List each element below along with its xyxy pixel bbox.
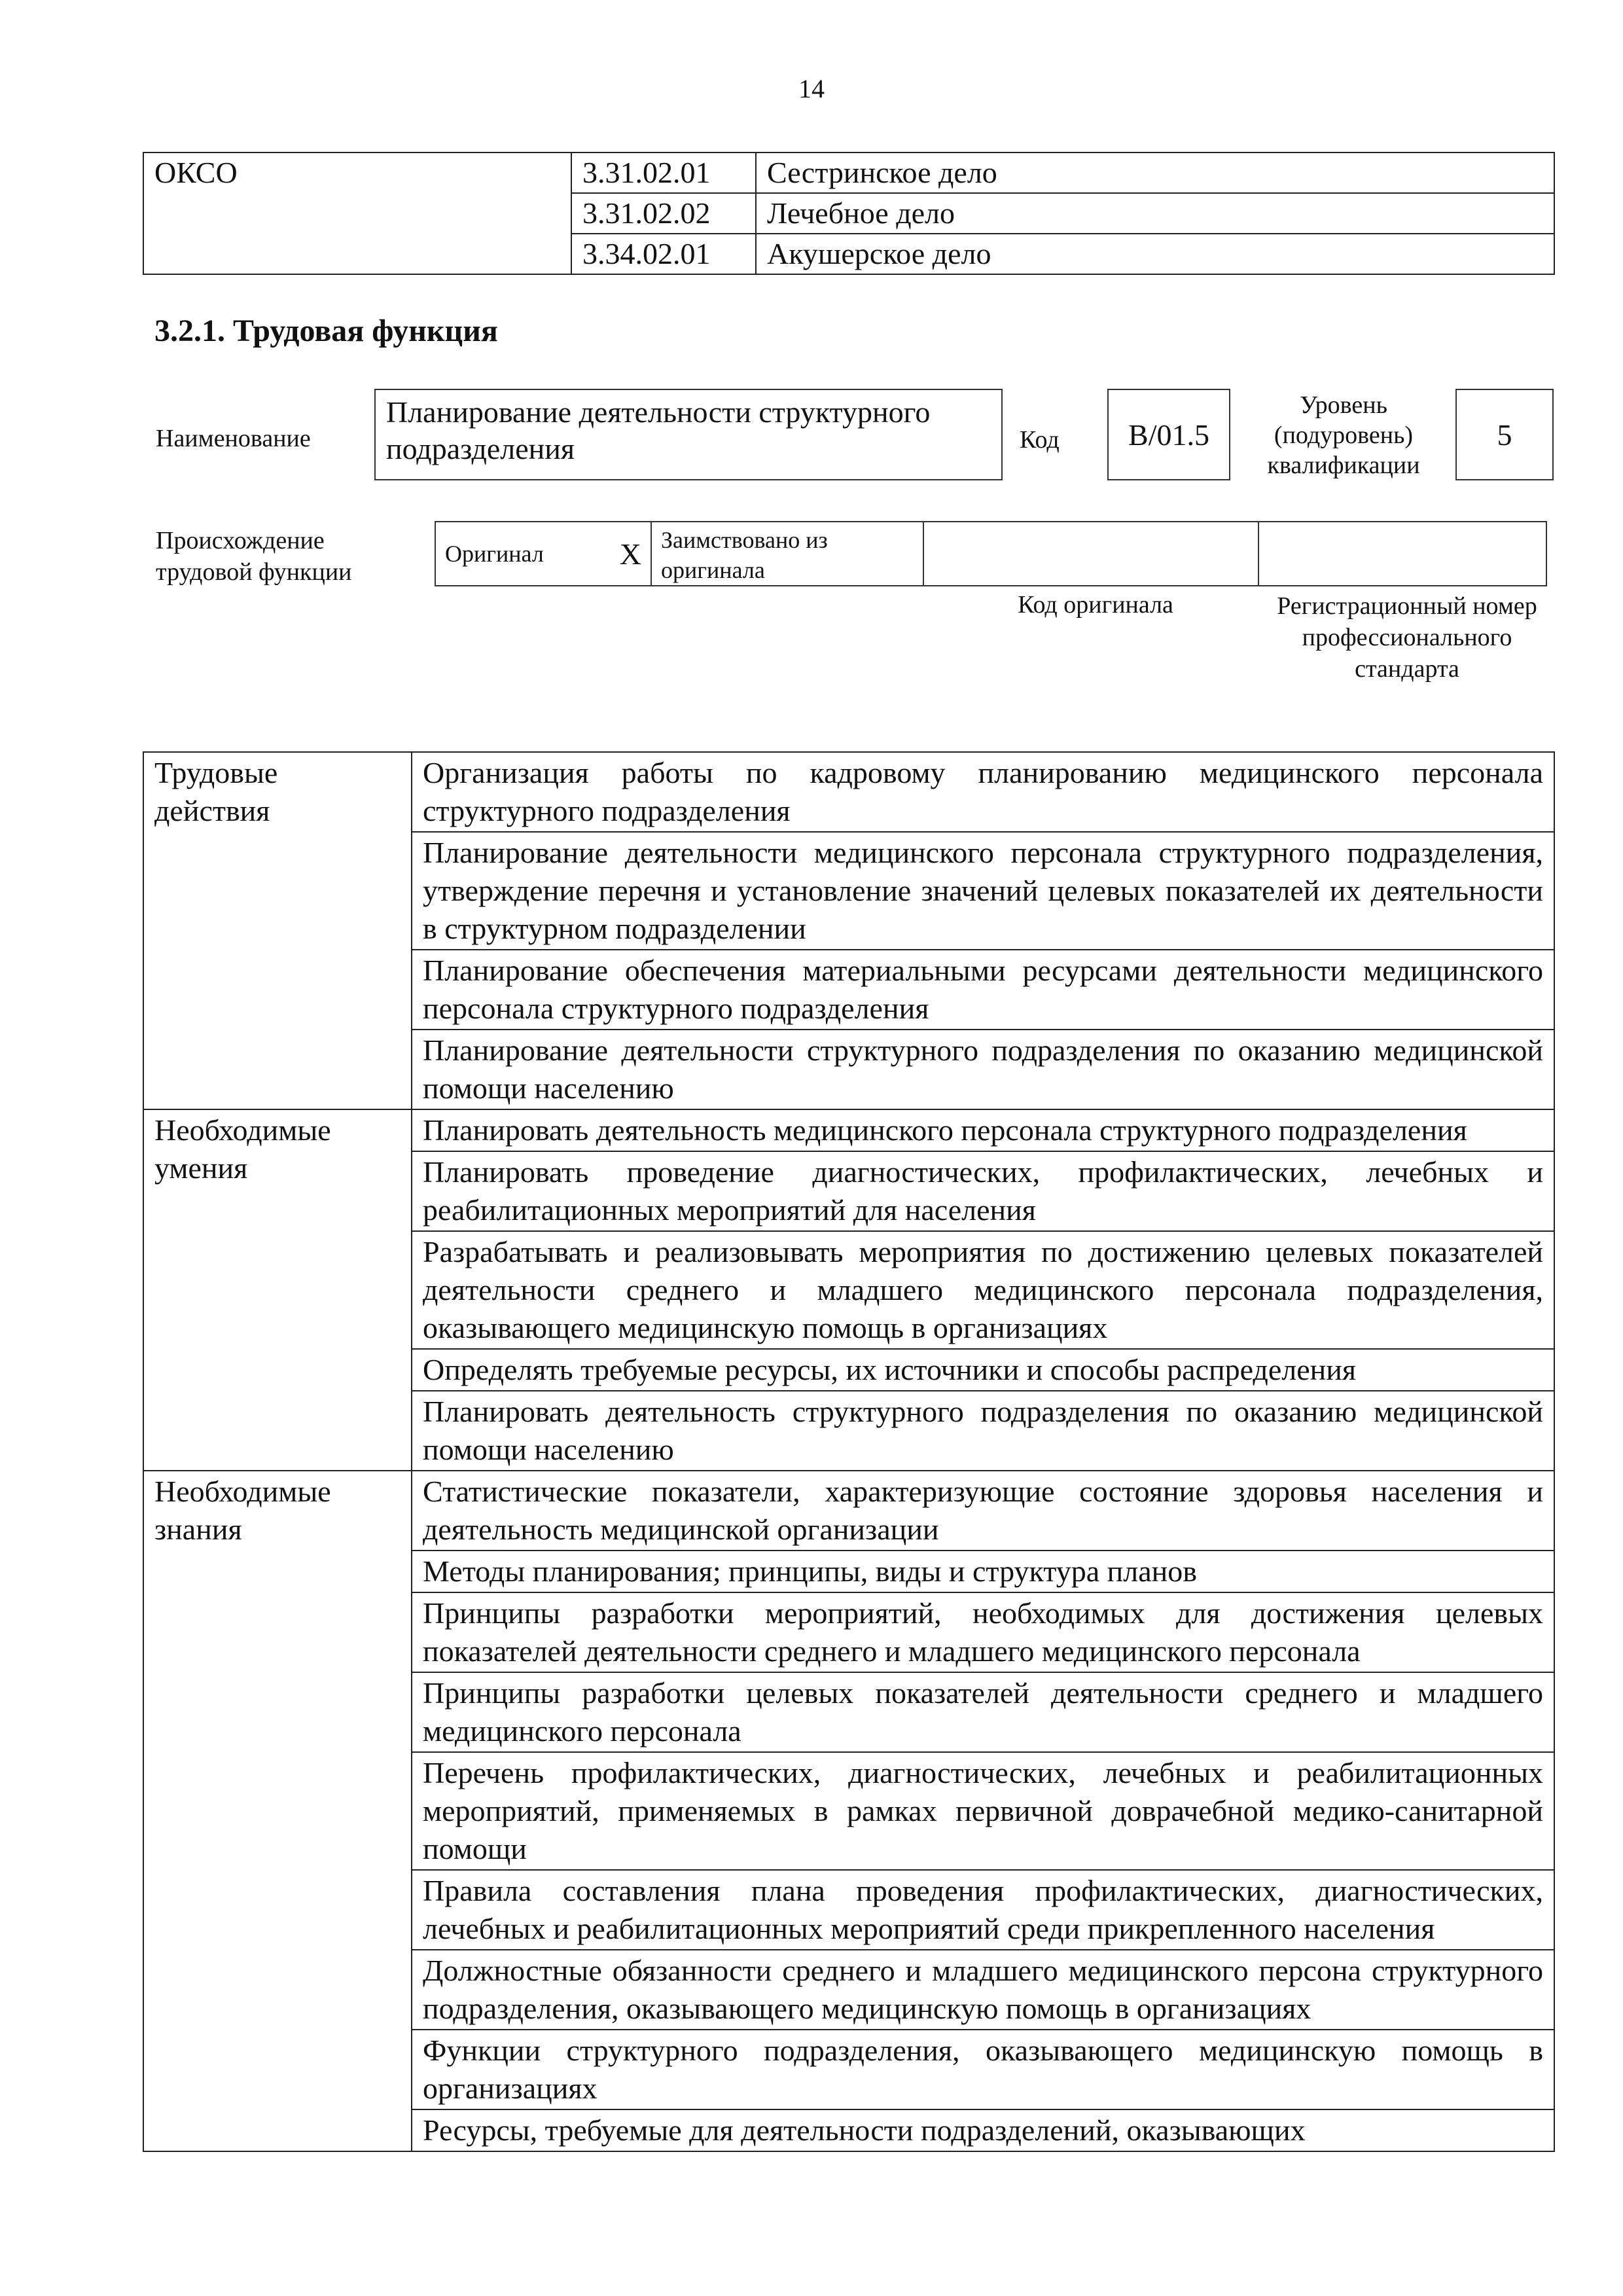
section-item: Планирование деятельности структурного подразделения по оказанию медицинской помощи населению — [412, 1030, 1554, 1109]
function-name-box: Планирование деятельности структурного подразделения — [374, 389, 1003, 480]
reg-number-cell — [1258, 522, 1546, 586]
table-row — [143, 1471, 1554, 1551]
competency-table-body — [143, 752, 1554, 2151]
section-item: Планирование деятельности медицинского персонала структурного подразделения, утверждение перечня и установление значений целевых показателей их деятельности в структурном подразделении — [412, 832, 1554, 950]
section-item: Планировать деятельность медицинского персонала структурного подразделения — [412, 1109, 1554, 1151]
table-row — [435, 522, 1546, 586]
okso-name: Лечебное дело — [756, 193, 1554, 234]
section-item: Принципы разработки мероприятий, необходимых для достижения целевых показателей деятельности среднего и младшего медицинского персонала — [412, 1592, 1554, 1672]
table-row — [143, 152, 1554, 193]
section-item: Функции структурного подразделения, оказывающего медицинскую помощь в организациях — [412, 2030, 1554, 2109]
original-cell — [435, 522, 651, 586]
section-item: Правила составления плана проведения профилактических, диагностических, лечебных и реабилитационных мероприятий среди прикрепленного населения — [412, 1870, 1554, 1950]
code-label: Код — [1020, 426, 1060, 454]
original-mark: X — [619, 537, 641, 571]
okso-table — [143, 152, 1555, 275]
reg-number-label: Регистрационный номер профессионального стандарта — [1277, 592, 1537, 683]
okso-name: Сестринское дело — [756, 152, 1554, 193]
section-title: Необходимые умения — [143, 1109, 412, 1471]
code-value-box: B/01.5 — [1107, 389, 1230, 480]
page-number: 14 — [798, 74, 825, 103]
origin-table — [435, 521, 1547, 586]
section-item: Организация работы по кадровому планированию медицинского персонала структурного подразделения — [412, 752, 1554, 832]
section-item: Принципы разработки целевых показателей деятельности среднего и младшего медицинского персонала — [412, 1672, 1554, 1752]
section-item: Планирование обеспечения материальными ресурсами деятельности медицинского персонала структурного подразделения — [412, 950, 1554, 1030]
section-item: Планировать деятельность структурного подразделения по оказанию медицинской помощи населению — [412, 1391, 1554, 1471]
section-item: Ресурсы, требуемые для деятельности подразделений, оказывающих — [412, 2109, 1554, 2151]
section-title: Необходимые знания — [143, 1471, 412, 2151]
okso-label: ОКСО — [143, 152, 571, 274]
section-item: Методы планирования; принципы, виды и структура планов — [412, 1551, 1554, 1592]
okso-code: 3.31.02.02 — [571, 193, 756, 234]
table-row — [143, 752, 1554, 832]
section-item: Статистические показатели, характеризующие состояние здоровья населения и деятельность медицинской организации — [412, 1471, 1554, 1551]
section-item: Разрабатывать и реализовывать мероприятия по достижению целевых показателей деятельности среднего и младшего медицинского персонала подразделения, оказывающего медицинскую помощь в организациях — [412, 1231, 1554, 1349]
borrowed-cell: Заимствовано из оригинала — [651, 522, 923, 586]
name-label: Наименование — [156, 425, 311, 452]
competency-table — [143, 751, 1555, 2152]
okso-code: 3.31.02.01 — [571, 152, 756, 193]
original-label: Оригинал — [445, 541, 544, 567]
section-title: Трудовые действия — [143, 752, 412, 1109]
section-item: Определять требуемые ресурсы, их источники и способы распределения — [412, 1349, 1554, 1391]
level-value-box: 5 — [1455, 389, 1554, 480]
level-label: Уровень (подуровень) квалификации — [1267, 391, 1420, 479]
section-item: Планировать проведение диагностических, профилактических, лечебных и реабилитационных мероприятий для населения — [412, 1151, 1554, 1231]
code-original-label: Код оригинала — [1018, 591, 1173, 619]
section-item: Перечень профилактических, диагностических, лечебных и реабилитационных мероприятий, применяемых в рамках первичной доврачебной медико-санитарной помощи — [412, 1752, 1554, 1870]
code-original-cell — [923, 522, 1258, 586]
table-row — [143, 1109, 1554, 1151]
section-heading: 3.2.1. Трудовая функция — [154, 314, 498, 348]
section-item: Должностные обязанности среднего и младшего медицинского персона структурного подразделения, оказывающего медицинскую помощь в организациях — [412, 1950, 1554, 2030]
okso-code: 3.34.02.01 — [571, 234, 756, 274]
okso-name: Акушерское дело — [756, 234, 1554, 274]
origin-label: Происхождение трудовой функции — [156, 527, 352, 586]
